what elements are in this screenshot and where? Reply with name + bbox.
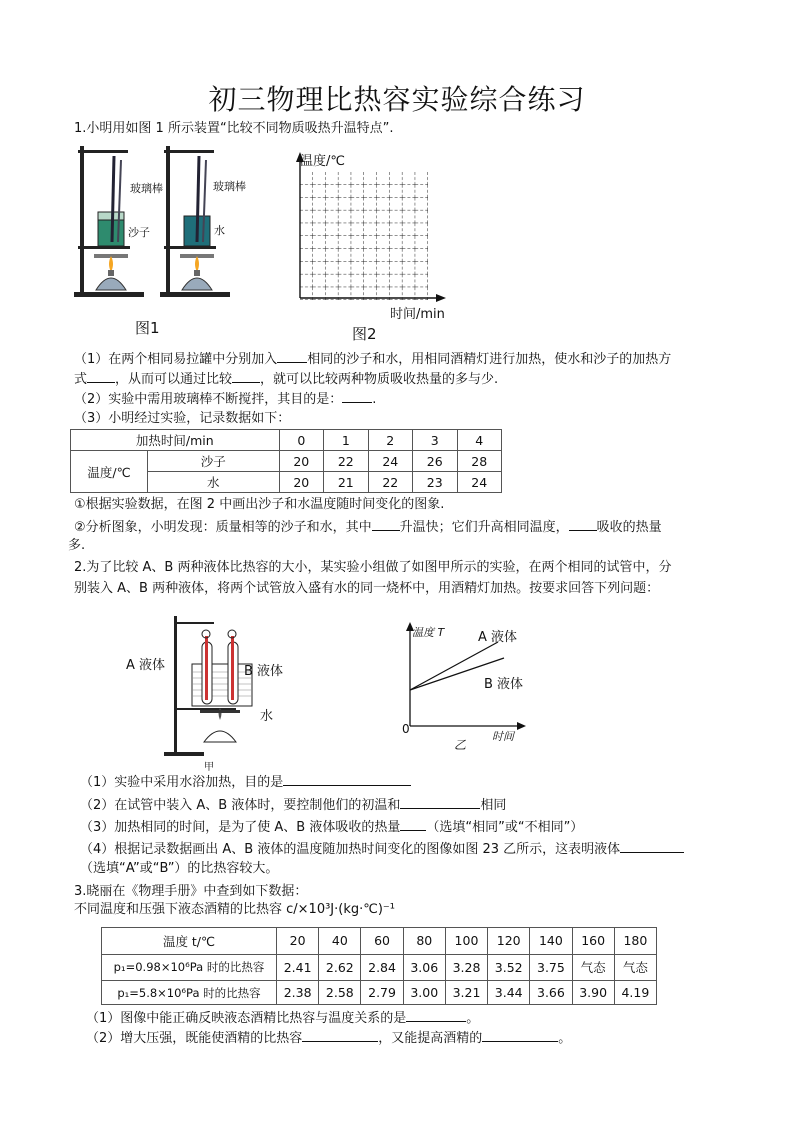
temp-cell: 120	[488, 928, 530, 955]
blank[interactable]	[620, 839, 684, 853]
fig-yi-ylabel: 温度 T	[412, 626, 445, 639]
q1-sub2: ②分析图象，小明发现：质量相等的沙子和水，其中 升温快；它们升高相同温度， 吸收的热量	[74, 517, 662, 537]
data-cell: 3.28	[445, 954, 487, 981]
header-label: 加热时间/min	[71, 430, 280, 451]
row-name: 沙子	[148, 451, 280, 472]
row-name: 水	[148, 472, 280, 493]
q1-part1-line1: （1）在两个相同易拉罐中分别加入 相同的沙子和水，用相同酒精灯进行加热，使水和沙子的加热方	[74, 349, 671, 369]
fig2-caption: 图2	[352, 325, 377, 343]
blank[interactable]	[372, 517, 400, 531]
q1-part1-line2: 式 ，从而可以通过比较 ，就可以比较两种物质吸收热量的多与少.	[74, 369, 498, 389]
q2-part1: （1）实验中采用水浴加热，目的是	[80, 772, 411, 792]
blank[interactable]	[302, 1028, 378, 1042]
blank[interactable]	[342, 389, 372, 403]
data-cell: 2.62	[319, 954, 361, 981]
q3-subtitle: 不同温度和压强下液态酒精的比热容 c/×10³J·(kg·℃)⁻¹	[74, 902, 396, 917]
data-cell: 气态	[572, 954, 614, 981]
temp-cell: 20	[277, 928, 319, 955]
fig1-caption: 图1	[135, 319, 160, 337]
blank[interactable]	[482, 1028, 558, 1042]
time-cell: 0	[279, 430, 323, 451]
data-cell: 3.52	[488, 954, 530, 981]
blank[interactable]	[87, 369, 115, 383]
fig1-sand-label: 沙子	[128, 226, 150, 239]
time-cell: 1	[324, 430, 368, 451]
data-cell: 23	[413, 472, 457, 493]
data-cell: 3.44	[488, 981, 530, 1005]
time-cell: 2	[368, 430, 412, 451]
q1-part2: （2）实验中需用玻璃棒不断搅拌，其目的是： .	[74, 389, 376, 409]
data-cell: 4.19	[614, 981, 656, 1005]
temp-cell: 160	[572, 928, 614, 955]
fig1-water-label: 水	[214, 224, 225, 237]
row-group-label: 温度/℃	[71, 451, 148, 493]
fig-yi-origin: 0	[402, 722, 410, 736]
q2-part2: （2）在试管中装入 A、B 液体时，要控制他们的初温和 相同	[80, 795, 506, 815]
fig1-rod-label-right: 玻璃棒	[213, 180, 246, 193]
fig1-rod-label-left: 玻璃棒	[130, 182, 163, 195]
fig-yi-xlabel: 时间	[492, 730, 514, 743]
stand-left	[74, 146, 144, 297]
figure-2-grid	[288, 150, 448, 310]
temp-cell: 40	[319, 928, 361, 955]
fig-yi-a-label: A 液体	[478, 630, 518, 645]
data-cell: 2.84	[361, 954, 403, 981]
fig-yi-caption: 乙	[454, 738, 467, 752]
data-cell: 26	[413, 451, 457, 472]
fig-jia-a-label: A 液体	[126, 658, 166, 673]
blank[interactable]	[277, 349, 307, 363]
data-cell: 20	[279, 451, 323, 472]
data-cell: 28	[457, 451, 502, 472]
q3-part1: （1）图像中能正确反映液态酒精比热容与温度关系的是 。	[86, 1008, 479, 1028]
data-cell: 3.75	[530, 954, 572, 981]
figure-jia-apparatus	[160, 612, 290, 762]
time-cell: 3	[413, 430, 457, 451]
data-cell: 24	[368, 451, 412, 472]
data-cell: 3.00	[403, 981, 445, 1005]
blank[interactable]	[283, 772, 411, 786]
q2-intro-line1: 2.为了比较 A、B 两种液体比热容的大小，某实验小组做了如图甲所示的实验，在两个相同的试管中，分	[74, 560, 672, 575]
fig-jia-water-label: 水	[260, 709, 274, 724]
data-cell: 21	[324, 472, 368, 493]
q2-part4: （4）根据记录数据画出 A、B 液体的温度随加热时间变化的图像如图 23 乙所示，这表明液体	[80, 839, 684, 859]
q1-part3: （3）小明经过实验，记录数据如下：	[74, 411, 291, 426]
fig2-xlabel: 时间/min	[390, 307, 445, 322]
q1-sub2-end: 多.	[68, 538, 86, 553]
q2-part4-end: （选填“A”或“B”）的比热容较大。	[80, 861, 279, 876]
data-cell: 24	[457, 472, 502, 493]
q2-intro-line2: 别装入 A、B 两种液体，将两个试管放入盛有水的同一烧杯中，用酒精灯加热。按要求回答下列问题：	[74, 581, 660, 596]
temp-cell: 80	[403, 928, 445, 955]
q3-intro: 3.晓丽在《物理手册》中查到如下数据：	[74, 884, 308, 899]
data-cell: 3.66	[530, 981, 572, 1005]
page-title: 初三物理比热容实验综合练习	[208, 83, 586, 116]
data-cell: 22	[368, 472, 412, 493]
q3-data-table	[101, 927, 657, 1005]
blank[interactable]	[400, 795, 480, 809]
q1-intro: 1.小明用如图 1 所示装置“比较不同物质吸热升温特点”.	[74, 121, 394, 136]
data-cell: 2.38	[277, 981, 319, 1005]
temp-cell: 60	[361, 928, 403, 955]
data-cell: 3.90	[572, 981, 614, 1005]
temp-cell: 180	[614, 928, 656, 955]
q3-part2: （2）增大压强，既能使酒精的比热容 ，又能提高酒精的 。	[86, 1028, 571, 1048]
blank[interactable]	[569, 517, 597, 531]
temp-cell: 140	[530, 928, 572, 955]
data-cell: 2.41	[277, 954, 319, 981]
data-cell: 3.21	[445, 981, 487, 1005]
row-label: p₁=0.98×10⁶Pa 时的比热容	[102, 954, 277, 981]
data-cell: 2.79	[361, 981, 403, 1005]
blank[interactable]	[232, 369, 260, 383]
fig-jia-b-label: B 液体	[244, 664, 284, 679]
fig-jia-caption: 甲	[204, 762, 214, 773]
time-cell: 4	[457, 430, 502, 451]
blank[interactable]	[400, 817, 426, 831]
temp-cell: 100	[445, 928, 487, 955]
data-cell: 22	[324, 451, 368, 472]
data-cell: 气态	[614, 954, 656, 981]
data-cell: 2.58	[319, 981, 361, 1005]
figure-1-apparatus	[74, 142, 274, 302]
q1-sub1: ①根据实验数据，在图 2 中画出沙子和水温度随时间变化的图象.	[74, 497, 445, 512]
header-label: 温度 t/℃	[102, 928, 277, 955]
q1-data-table	[70, 429, 502, 493]
fig2-ylabel: 温度/℃	[300, 154, 345, 169]
row-label: p₁=5.8×10⁶Pa 时的比热容	[102, 981, 277, 1005]
blank[interactable]	[406, 1008, 466, 1022]
data-cell: 3.06	[403, 954, 445, 981]
fig-yi-b-label: B 液体	[484, 677, 524, 692]
data-cell: 20	[279, 472, 323, 493]
q2-part3: （3）加热相同的时间，是为了使 A、B 液体吸收的热量 （选填“相同”或“不相同”）	[80, 817, 583, 837]
